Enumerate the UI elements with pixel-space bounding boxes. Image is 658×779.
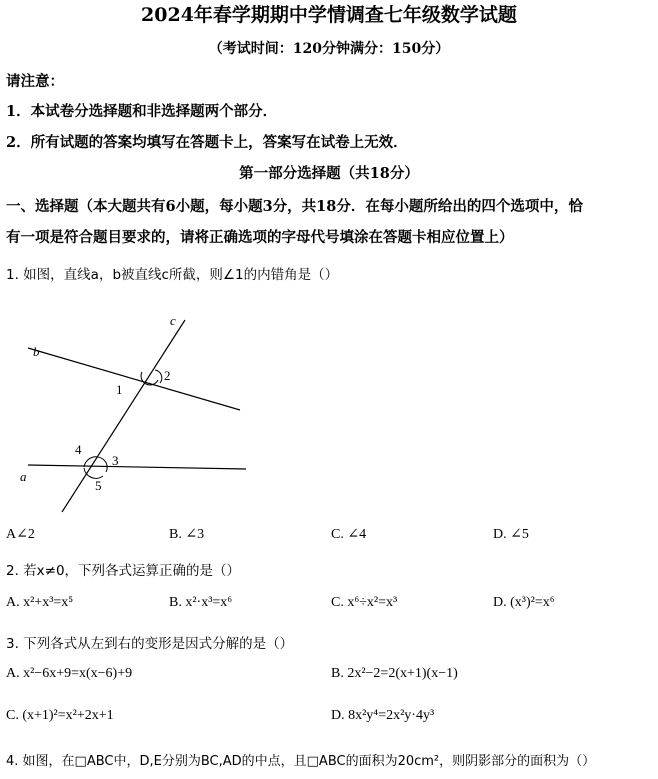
label-angle-4: 4: [75, 442, 82, 457]
q3-option-d[interactable]: D. 8x²y⁴=2x²y·4y³: [331, 708, 435, 723]
q1-option-d[interactable]: D. ∠5: [493, 527, 529, 542]
label-angle-5: 5: [95, 478, 102, 493]
q3-option-b[interactable]: B. 2x²−2=2(x+1)(x−1): [331, 666, 458, 681]
line-c: [62, 320, 185, 512]
question-1-stem: 1. 如图，直线a，b被直线c所截，则∠1的内错角是（）: [6, 267, 339, 283]
label-angle-2: 2: [164, 368, 171, 383]
notice-heading: 请注意：: [6, 73, 64, 90]
label-angle-1: 1: [116, 382, 123, 397]
question-1-figure: [0, 300, 300, 520]
q1-option-b[interactable]: B. ∠3: [169, 527, 205, 542]
angle-arc-2: [155, 370, 162, 383]
section-instructions-line2: 有一项是符合题目要求的，请将正确选项的字母代号填涂在答题卡相应位置上）: [6, 229, 514, 246]
notice-item-2: 2．所有试题的答案均填写在答题卡上，答案写在试卷上无效．: [6, 134, 408, 151]
q2-option-d[interactable]: D. (x³)²=x⁶: [493, 595, 555, 610]
section-instructions-line1: 一、选择题（本大题共有6小题，每小题3分，共18分．在每小题所给出的四个选项中，恰: [6, 198, 583, 215]
exam-subtitle: （考试时间：120分钟满分：150分）: [208, 41, 450, 57]
q3-option-a[interactable]: A. x²−6x+9=x(x−6)+9: [6, 666, 133, 681]
exam-title: 2024年春学期期中学情调查七年级数学试题: [141, 4, 517, 26]
line-a: [28, 465, 246, 469]
q1-option-a[interactable]: A∠2: [6, 527, 35, 542]
q2-option-a[interactable]: A. x²+x³=x⁵: [6, 595, 74, 610]
q3-option-c[interactable]: C. (x+1)²=x²+2x+1: [6, 708, 114, 723]
q2-option-b[interactable]: B. x²·x³=x⁶: [169, 595, 233, 610]
part1-title: 第一部分选择题（共18分）: [239, 165, 419, 182]
question-4-stem: 4. 如图，在□ABC中，D,E分别为BC,AD的中点，且□ABC的面积为20cm²，则阴影部分的面积为（）: [6, 754, 596, 769]
label-c: c: [170, 313, 176, 328]
question-3-stem: 3. 下列各式从左到右的变形是因式分解的是（）: [6, 636, 294, 652]
q1-option-c[interactable]: C. ∠4: [331, 527, 367, 542]
question-2-stem: 2. 若x≠0，下列各式运算正确的是（）: [6, 563, 241, 579]
label-b: b: [33, 344, 40, 359]
q2-option-c[interactable]: C. x⁶÷x²=x³: [331, 595, 398, 610]
label-a: a: [20, 469, 27, 484]
label-angle-3: 3: [112, 453, 119, 468]
notice-item-1: 1．本试卷分选择题和非选择题两个部分．: [6, 103, 278, 120]
